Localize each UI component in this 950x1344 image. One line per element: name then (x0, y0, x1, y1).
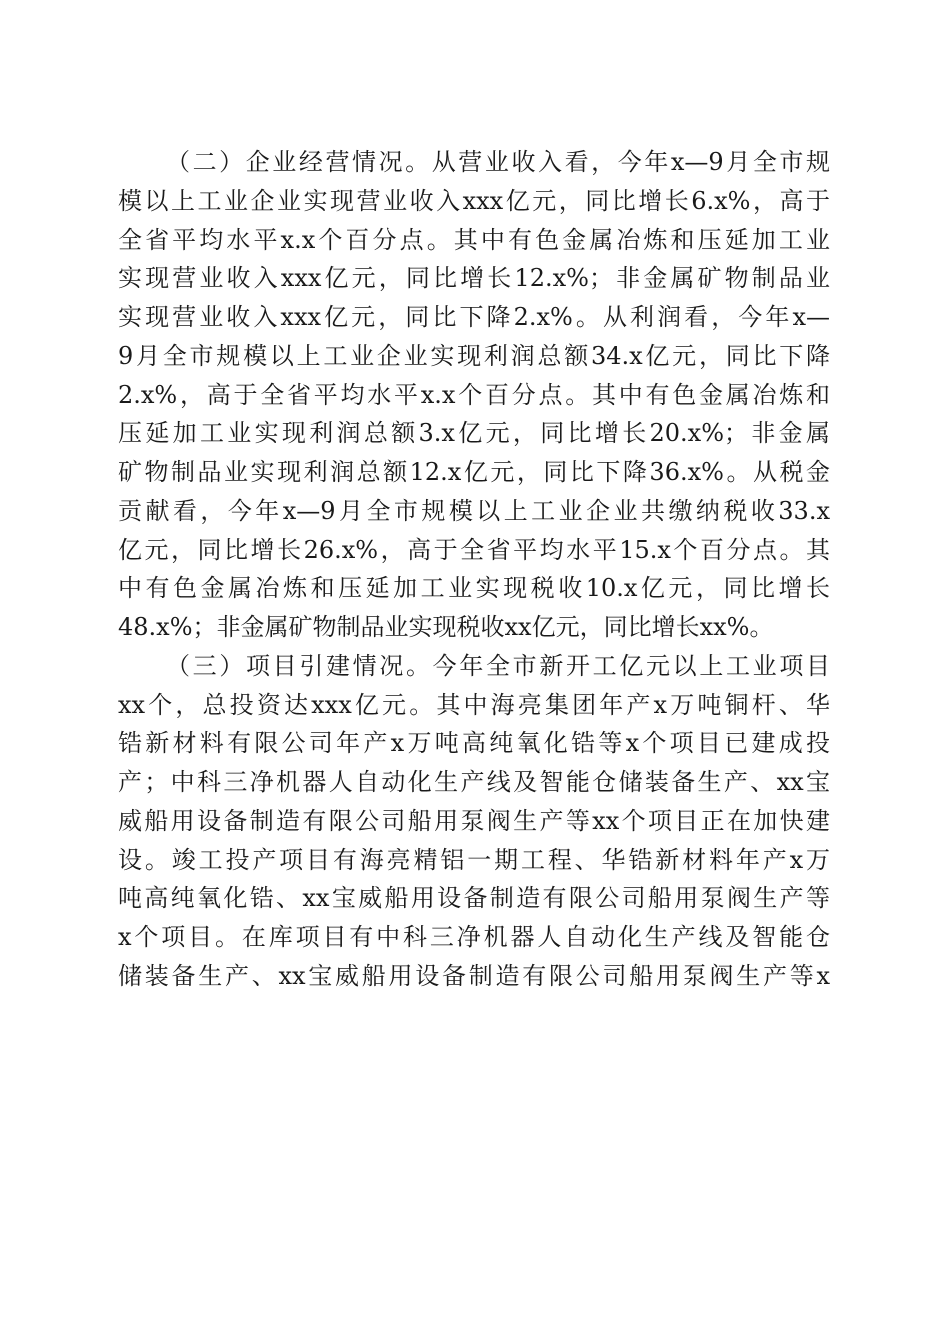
paragraph-1-line-13: 48.x%；非金属矿物制品业实现税收xx亿元，同比增长xx%。 (118, 613, 774, 641)
paragraph-1-line-11: 亿元，同比增长26.x%，高于全省平均水平15.x个百分点。其 (118, 535, 830, 564)
document-body (118, 143, 830, 996)
paragraph-2-line-5: 威船用设备制造有限公司船用泵阀生产等xx个项目正在加快建 (118, 806, 830, 835)
paragraph-2-line-3: 锆新材料有限公司年产x万吨高纯氧化锆等x个项目已建成投 (118, 729, 830, 758)
paragraph-1-heading: （二）企业经营情况。 (166, 148, 432, 176)
paragraph-1-line-12: 中有色金属冶炼和压延加工业实现税收10.x亿元，同比增长 (118, 574, 830, 603)
paragraph-1-line-9: 矿物制品业实现利润总额12.x亿元，同比下降36.x%。从税金 (118, 458, 830, 486)
paragraph-1-line-1-text: 从营业收入看，今年x—9月全市规 (431, 148, 830, 176)
paragraph-2-line-1 (118, 647, 830, 686)
paragraph-1-line-6: 9月全市规模以上工业企业实现利润总额34.x亿元，同比下降 (118, 341, 830, 370)
paragraph-1-line-8: 压延加工业实现利润总额3.x亿元，同比增长20.x%；非金属 (118, 419, 830, 448)
paragraph-1-line-2: 模以上工业企业实现营业收入xxx亿元，同比增长6.x%，高于 (118, 186, 830, 215)
paragraph-2-line-9: 储装备生产、xx宝威船用设备制造有限公司船用泵阀生产等x (118, 961, 830, 990)
paragraph-2-line-1-text: 今年全市新开工亿元以上工业项目 (432, 651, 831, 680)
paragraph-2-line-8: x个项目。在库项目有中科三净机器人自动化生产线及智能仓 (118, 923, 830, 951)
paragraph-2-line-6: 设。竣工投产项目有海亮精铝一期工程、华锆新材料年产x万 (118, 845, 830, 874)
paragraph-1-line-5: 实现营业收入xxx亿元，同比下降2.x%。从利润看，今年x— (118, 303, 830, 331)
paragraph-2-line-2: xx个，总投资达xxx亿元。其中海亮集团年产x万吨铜杆、华 (118, 690, 830, 719)
paragraph-1-line-3: 全省平均水平x.x个百分点。其中有色金属冶炼和压延加工业 (118, 225, 830, 254)
paragraph-1-line-1 (118, 143, 830, 182)
paragraph-1-line-10: 贡献看，今年x—9月全市规模以上工业企业共缴纳税收33.x (118, 496, 830, 525)
paragraph-2-line-7: 吨高纯氧化锆、xx宝威船用设备制造有限公司船用泵阀生产等 (118, 884, 830, 913)
paragraph-2-heading: （三）项目引建情况。 (166, 651, 433, 680)
paragraph-1-line-4: 实现营业收入xxx亿元，同比增长12.x%；非金属矿物制品业 (118, 264, 830, 293)
paragraph-1-line-7: 2.x%，高于全省平均水平x.x个百分点。其中有色金属冶炼和 (118, 380, 830, 409)
paragraph-2-line-4: 产；中科三净机器人自动化生产线及智能仓储装备生产、xx宝 (118, 768, 830, 796)
